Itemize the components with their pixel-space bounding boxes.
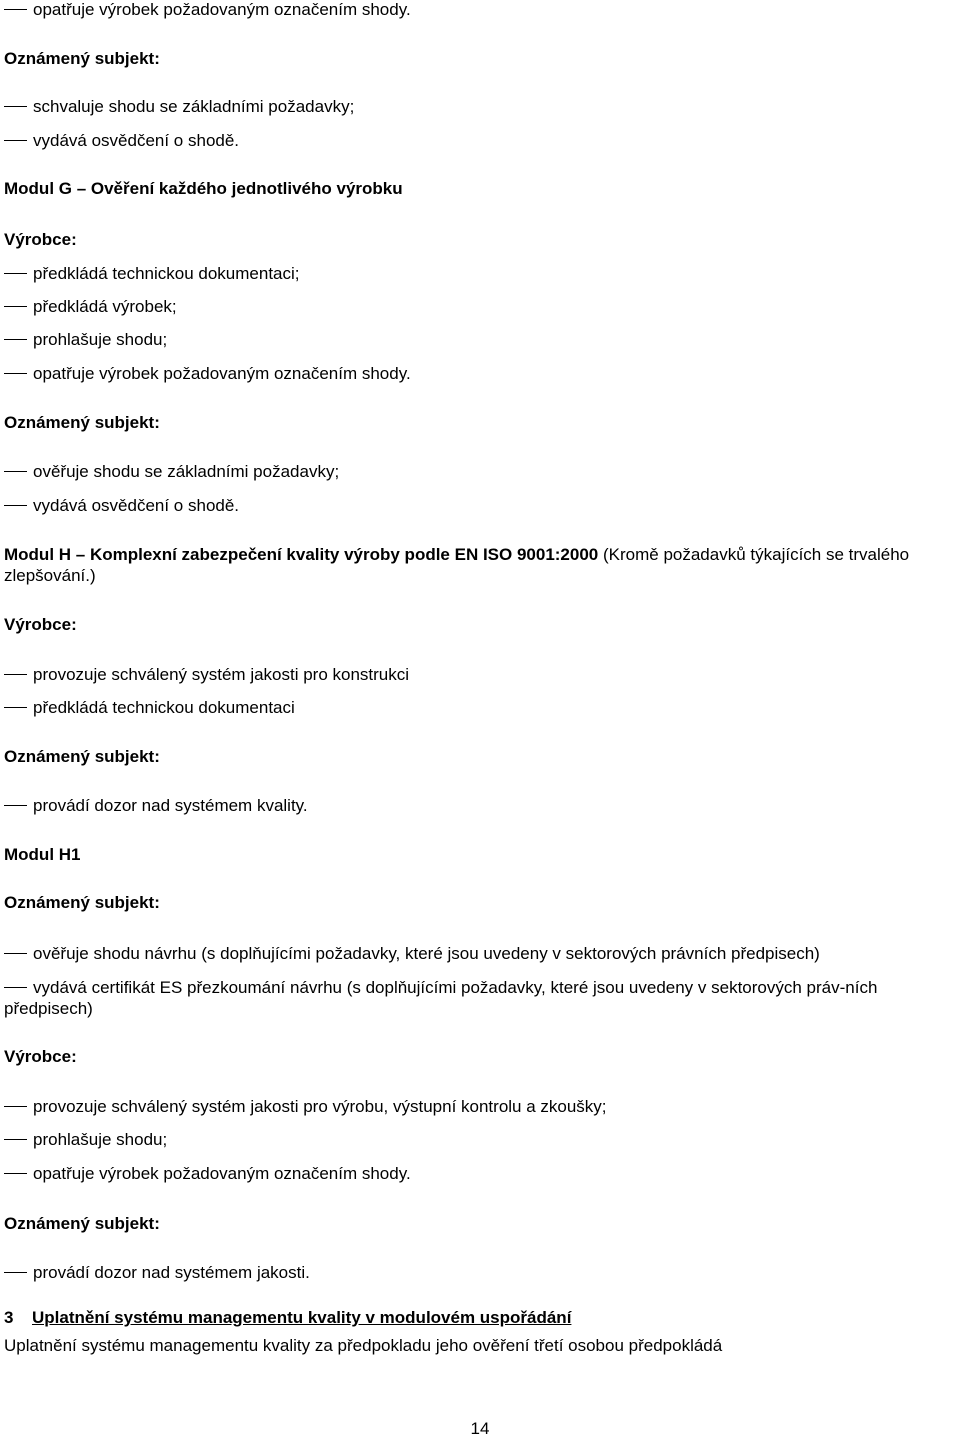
em-dash-bullet — [4, 707, 27, 708]
em-dash-bullet — [4, 373, 27, 374]
list-item-text: ověřuje shodu se základními požadavky; — [33, 462, 340, 481]
list-item — [4, 264, 300, 284]
role-heading: Výrobce: — [4, 615, 77, 634]
page-number: 14 — [470, 1419, 490, 1438]
list-item-text: provozuje schválený systém jakosti pro výrobu, výstupní kontrolu a zkoušky; — [33, 1097, 607, 1116]
role-heading: Oznámený subjekt: — [4, 747, 160, 766]
em-dash-bullet — [4, 505, 27, 506]
em-dash-bullet — [4, 1139, 27, 1140]
list-item-text: ověřuje shodu návrhu (s doplňujícími požadavky, které jsou uvedeny v sektorových právních předpisech) — [33, 944, 820, 963]
list-item — [4, 1097, 607, 1117]
em-dash-bullet — [4, 987, 27, 988]
list-item — [4, 1164, 411, 1184]
module-heading-note: (Kromě požadavků týkajících se trvalého zlepšování.) — [4, 545, 910, 585]
list-item — [4, 0, 411, 20]
em-dash-bullet — [4, 1173, 27, 1174]
list-item-text: vydává osvědčení o shodě. — [33, 131, 240, 150]
em-dash-bullet — [4, 471, 27, 472]
list-item-text: opatřuje výrobek požadovaným označením shody. — [33, 364, 411, 383]
list-item-text: opatřuje výrobek požadovaným označením shody. — [33, 0, 411, 19]
em-dash-bullet — [4, 1272, 27, 1273]
list-item-text: předkládá technickou dokumentaci; — [33, 264, 300, 283]
role-heading: Výrobce: — [4, 230, 77, 249]
em-dash-bullet — [4, 339, 27, 340]
list-item-text: opatřuje výrobek požadovaným označením shody. — [33, 1164, 411, 1183]
em-dash-bullet — [4, 953, 27, 954]
role-heading: Oznámený subjekt: — [4, 1214, 160, 1233]
list-item-text: předkládá výrobek; — [33, 297, 177, 316]
module-heading: Modul G – Ověření každého jednotlivého výrobku — [4, 179, 403, 198]
list-item-text: prohlašuje shodu; — [33, 330, 168, 349]
list-item — [4, 131, 239, 151]
role-heading: Oznámený subjekt: — [4, 49, 160, 68]
module-heading — [4, 544, 960, 586]
em-dash-bullet — [4, 805, 27, 806]
section-heading — [4, 1308, 571, 1328]
list-item-text: prohlašuje shodu; — [33, 1130, 168, 1149]
section-number: 3 — [4, 1308, 14, 1327]
em-dash-bullet — [4, 306, 27, 307]
list-item — [4, 97, 354, 117]
em-dash-bullet — [4, 106, 27, 107]
list-item-text: předkládá technickou dokumentaci — [33, 698, 295, 717]
role-heading: Oznámený subjekt: — [4, 893, 160, 912]
em-dash-bullet — [4, 273, 27, 274]
list-item — [4, 496, 239, 516]
list-item — [4, 796, 308, 816]
list-item — [4, 1130, 167, 1150]
em-dash-bullet — [4, 1106, 27, 1107]
em-dash-bullet — [4, 140, 27, 141]
list-item — [4, 977, 960, 1019]
list-item-text: vydává certifikát ES přezkoumání návrhu (s doplňujícími požadavky, které jsou uvedeny v sektorových práv-ních předpisech) — [4, 978, 878, 1018]
module-heading-title: Modul H – Komplexní zabezpečení kvality výroby podle EN ISO 9001:2000 — [4, 545, 599, 564]
em-dash-bullet — [4, 674, 27, 675]
list-item-text: vydává osvědčení o shodě. — [33, 496, 240, 515]
list-item-text: schvaluje shodu se základními požadavky; — [33, 97, 355, 116]
list-item — [4, 462, 339, 482]
list-item-text: provádí dozor nad systémem kvality. — [33, 796, 308, 815]
list-item — [4, 944, 820, 964]
list-item — [4, 698, 295, 718]
role-heading: Oznámený subjekt: — [4, 413, 160, 432]
list-item — [4, 297, 177, 317]
module-heading: Modul H1 — [4, 845, 81, 864]
list-item-text: provozuje schválený systém jakosti pro konstrukci — [33, 665, 410, 684]
section-title: Uplatnění systému managementu kvality v modulovém uspořádání — [32, 1308, 572, 1327]
paragraph: Uplatnění systému managementu kvality za předpokladu jeho ověření třetí osobou předpokládá — [4, 1336, 723, 1355]
list-item — [4, 1263, 310, 1283]
list-item — [4, 665, 409, 685]
list-item-text: provádí dozor nad systémem jakosti. — [33, 1263, 310, 1282]
role-heading: Výrobce: — [4, 1047, 77, 1066]
list-item — [4, 330, 167, 350]
list-item — [4, 364, 411, 384]
em-dash-bullet — [4, 9, 27, 10]
